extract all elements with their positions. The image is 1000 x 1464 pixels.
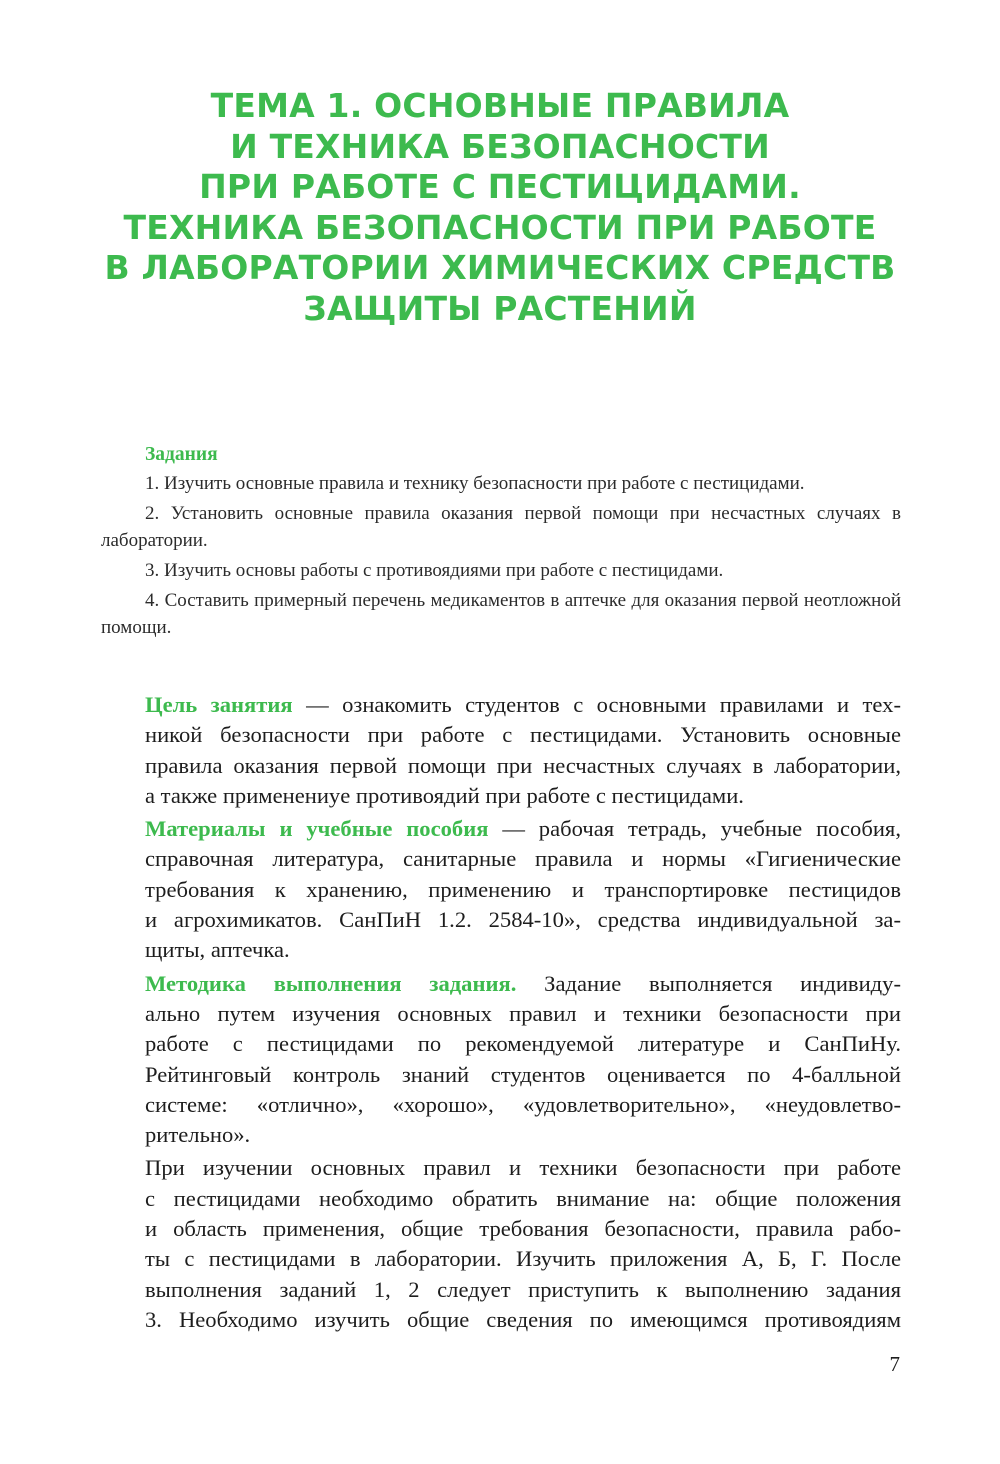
title-line: И ТЕХНИКА БЕЗОПАСНОСТИ — [230, 126, 770, 166]
title-line: ТЕМА 1. ОСНОВНЫЕ ПРАВИЛА — [210, 86, 790, 125]
text-line: и агрохимикатов. СанПиН 1.2. 2584-10», средства индивидуальной за- — [145, 907, 901, 933]
text-line: справочная литература, санитарные правила и нормы «Гигиенические — [145, 846, 901, 872]
goal-paragraph — [101, 690, 901, 811]
text-line: Материалы и учебные пособия — рабочая тетрадь, учебные пособия, — [145, 816, 901, 842]
goal-label: Цель занятия — [145, 692, 293, 717]
task-item: 4. Составить примерный перечень медикаментов в аптечке для оказания первой неотложной помощи. — [101, 590, 901, 638]
title-line: ЗАЩИТЫ РАСТЕНИЙ — [303, 288, 697, 328]
method-paragraph — [101, 969, 901, 1151]
tasks-section — [101, 441, 901, 641]
text-line: работе с пестицидами по рекомендуемой литературе и СанПиНу. — [145, 1031, 901, 1057]
method-label: Методика выполнения задания. — [145, 970, 517, 996]
materials-paragraph — [101, 814, 901, 965]
text-line: При изучении основных правил и техники безопасности при работе — [145, 1155, 901, 1181]
text-line: никой безопасности при работе с пестицидами. Установить основные — [145, 722, 901, 748]
text-line: Методика выполнения задания. Задание выполняется индивиду- — [145, 970, 901, 996]
title-line: ТЕХНИКА БЕЗОПАСНОСТИ ПРИ РАБОТЕ — [123, 207, 877, 247]
task-item: 1. Изучить основные правила и технику безопасности при работе с пестицидами. — [145, 473, 805, 494]
main-text — [101, 690, 901, 1335]
task-item: 3. Изучить основы работы с противоядиями при работе с пестицидами. — [145, 560, 724, 581]
text-line: Рейтинговый контроль знаний студентов оценивается по 4-балльной — [145, 1061, 901, 1087]
title-line: ПРИ РАБОТЕ С ПЕСТИЦИДАМИ. — [199, 167, 801, 206]
text-line: ально путем изучения основных правил и техники безопасности при — [145, 1000, 901, 1026]
task-item: 2. Установить основные правила оказания первой помощи при несчастных случаях в лаборатории. — [101, 503, 901, 551]
text-line: выполнения заданий 1, 2 следует приступить к выполнению задания — [145, 1276, 901, 1302]
text-line: с пестицидами необходимо обратить внимание на: общие положения — [145, 1185, 901, 1211]
topic-title — [100, 86, 900, 329]
text-line: правила оказания первой помощи при несчастных случаях в лаборатории, — [145, 752, 901, 778]
text-line: ты с пестицидами в лаборатории. Изучить приложения А, Б, Г. После — [145, 1246, 901, 1272]
tasks-heading: Задания — [145, 444, 218, 465]
text-line: Цель занятия — ознакомить студентов с основными правилами и тех- — [145, 692, 901, 717]
materials-label: Материалы и учебные пособия — [145, 816, 489, 842]
text-line: и область применения, общие требования безопасности, правила рабо- — [145, 1216, 901, 1242]
page-number: 7 — [889, 1352, 900, 1376]
title-line: В ЛАБОРАТОРИИ ХИМИЧЕСКИХ СРЕДСТВ — [104, 248, 896, 287]
text-line: а также применениye противоядий при работе с пестицидами. — [145, 782, 744, 808]
text-line: щиты, аптечка. — [145, 937, 290, 963]
text-line: 3. Необходимо изучить общие сведения по имеющимся противоядиям — [145, 1306, 901, 1332]
study-paragraph — [101, 1153, 901, 1335]
text-line: рительно». — [145, 1122, 251, 1148]
text-line: системе: «отлично», «хорошо», «удовлетворительно», «неудовлетво- — [145, 1091, 901, 1117]
text-line: требования к хранению, применению и транспортировке пестицидов — [145, 876, 901, 902]
